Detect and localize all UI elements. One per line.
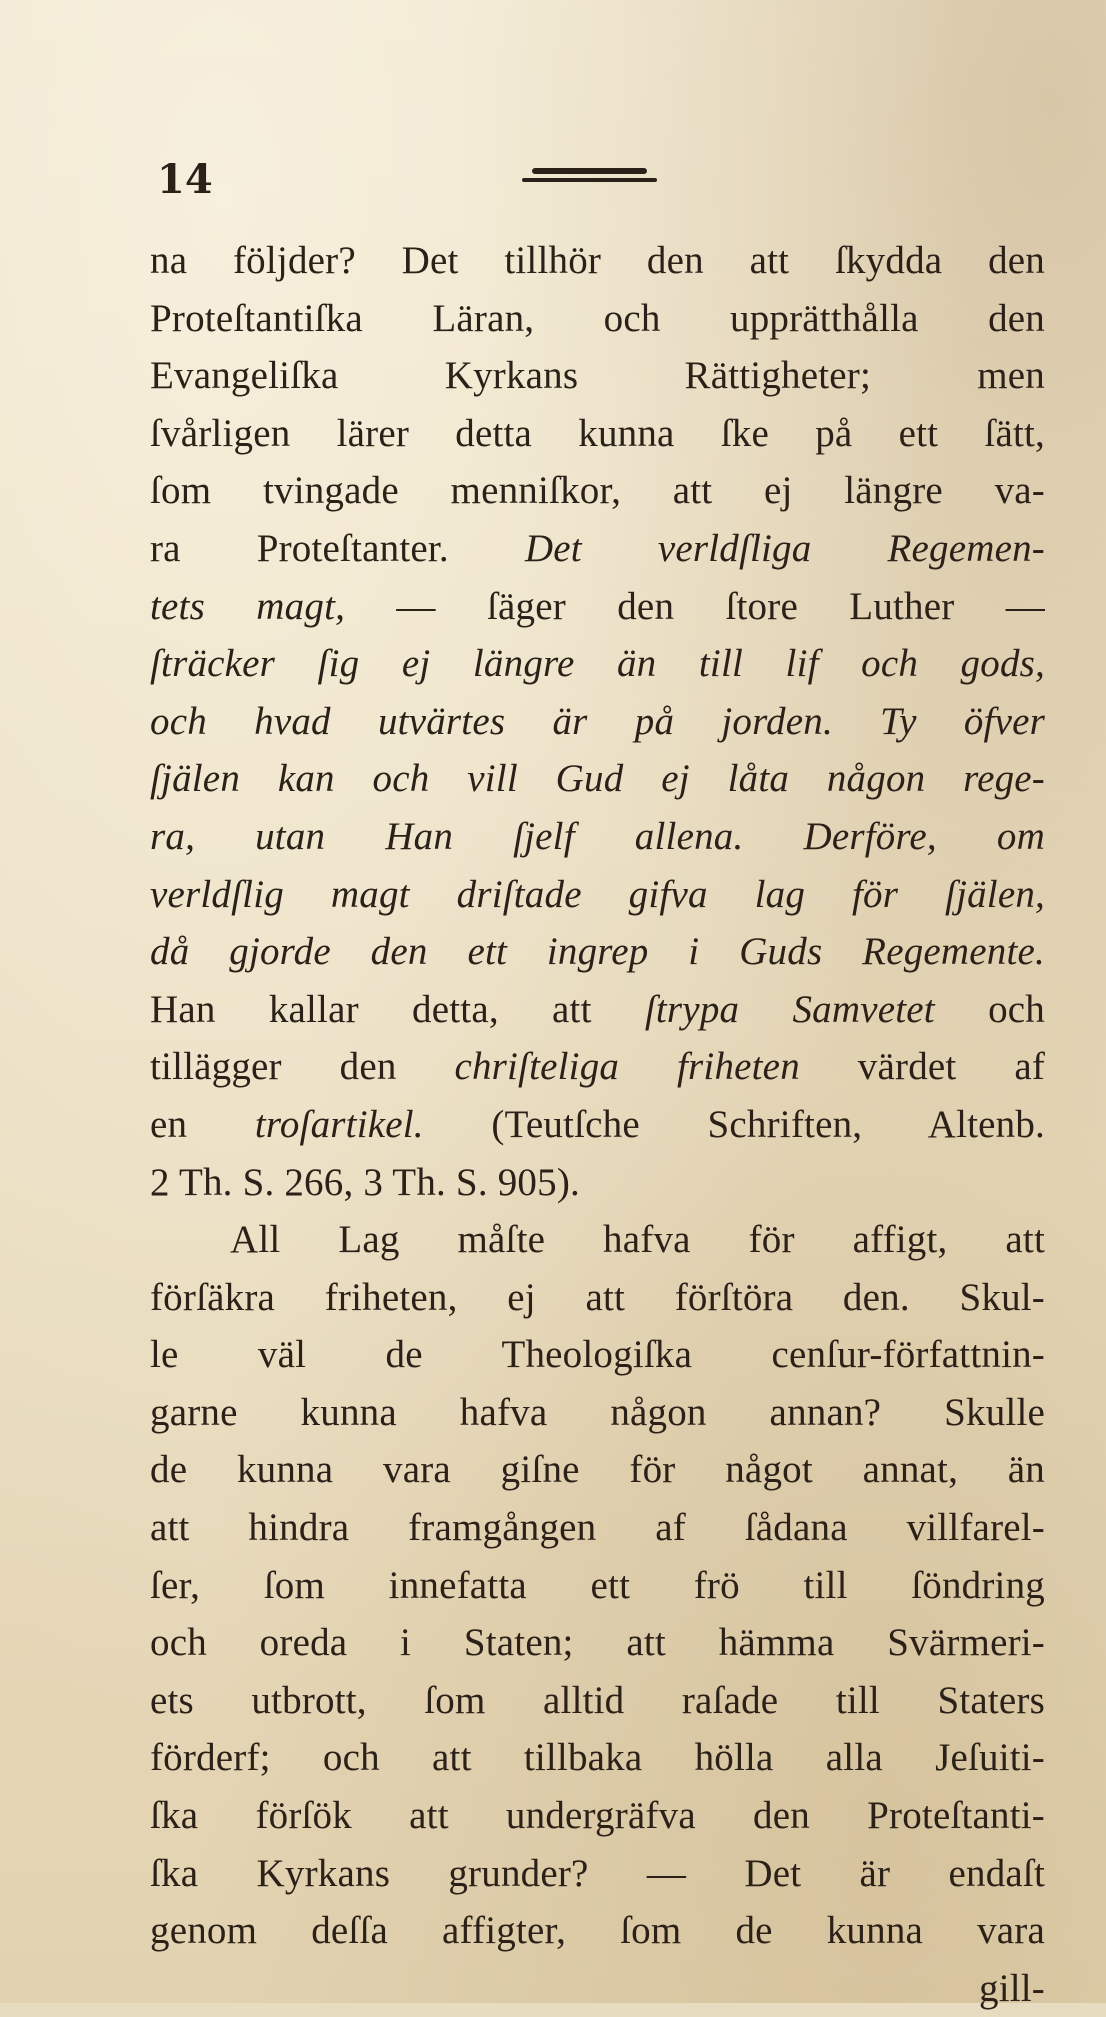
- italic-segment: Det verldſliga Regemen-: [524, 526, 1045, 570]
- text-line: ſvårligen lärer detta kunna ſke på ett ſätt,: [150, 411, 1045, 455]
- catchword: gill-: [979, 1966, 1045, 2010]
- text-segment: och: [988, 987, 1045, 1031]
- text-line: de kunna vara giſne för något annat, än: [150, 1448, 1045, 1492]
- paragraph-start-line: All Lag måſte hafva för affigt, att: [230, 1218, 1045, 1262]
- italic-segment: ſtrypa Samvetet: [644, 987, 935, 1031]
- text-line: och oreda i Staten; att hämma Svärmeri-: [150, 1621, 1045, 1665]
- italic-line: då gjorde den ett ingrep i Guds Regemente.: [150, 930, 1045, 974]
- text-line: ſom tvingade menniſkor, att ej längre va-: [150, 469, 1045, 513]
- text-line: ſka förſök att undergräfva den Proteſtanti-: [150, 1794, 1045, 1838]
- text-line: 2 Th. S. 266, 3 Th. S. 905).: [150, 1160, 580, 1204]
- page-header: [0, 156, 1106, 203]
- text-segment: — ſäger den ſtore Luther —: [396, 584, 1045, 628]
- text-segment: Han kallar detta, att: [150, 987, 592, 1031]
- text-line: ets utbrott, ſom alltid raſade till Staters: [150, 1678, 1045, 1722]
- text-segment: (Teutſche Schriften, Altenb.: [491, 1102, 1046, 1146]
- italic-line: verldſlig magt driſtade gifva lag för ſjälen,: [150, 872, 1045, 916]
- italic-line: ſjälen kan och vill Gud ej låta någon rege-: [150, 757, 1045, 801]
- text-segment: ra Proteſtanter.: [150, 526, 449, 570]
- text-line: [150, 1096, 1045, 1154]
- italic-segment: chriſteliga friheten: [454, 1045, 800, 1089]
- text-line: le väl de Theologiſka cenſur-författnin-: [150, 1333, 1045, 1377]
- text-line: na följder? Det tillhör den att ſkydda den: [150, 239, 1045, 282]
- text-line: förderf; och att tillbaka hölla alla Jeſuiti-: [150, 1736, 1045, 1780]
- text-line: förſäkra friheten, ej att förſtöra den. Skul-: [150, 1275, 1045, 1319]
- text-line: [150, 1038, 1045, 1096]
- body-text: [150, 232, 1045, 2017]
- text-line: [150, 520, 1045, 578]
- text-segment: tillägger den: [150, 1045, 397, 1089]
- text-line: ſer, ſom innefatta ett frö till ſöndring: [150, 1563, 1045, 1607]
- italic-segment: tets magt,: [150, 584, 346, 628]
- italic-line: och hvad utvärtes är på jorden. Ty öfver: [150, 699, 1045, 743]
- text-segment: en: [150, 1102, 188, 1146]
- italic-line: ſträcker ſig ej längre än till lif och gods,: [150, 642, 1045, 686]
- text-line: att hindra framgången af ſådana villfarel-: [150, 1506, 1045, 1550]
- text-segment: värdet af: [857, 1045, 1046, 1089]
- text-line: ſka Kyrkans grunder? — Det är endaſt: [150, 1851, 1045, 1895]
- text-line: [150, 578, 1045, 636]
- italic-segment: troſartikel.: [254, 1102, 424, 1146]
- text-line: [150, 981, 1045, 1039]
- text-line: genom deſſa affigter, ſom de kunna vara: [150, 1909, 1045, 1953]
- page-number: 14: [157, 156, 213, 203]
- text-line: garne kunna hafva någon annan? Skulle: [150, 1390, 1045, 1434]
- text-line: Evangeliſka Kyrkans Rättigheter; men: [150, 354, 1045, 398]
- header-ornament: [522, 164, 662, 190]
- italic-line: ra, utan Han ſjelf allena. Derföre, om: [150, 814, 1045, 858]
- text-line: Proteſtantiſka Läran, och upprätthålla den: [150, 296, 1045, 340]
